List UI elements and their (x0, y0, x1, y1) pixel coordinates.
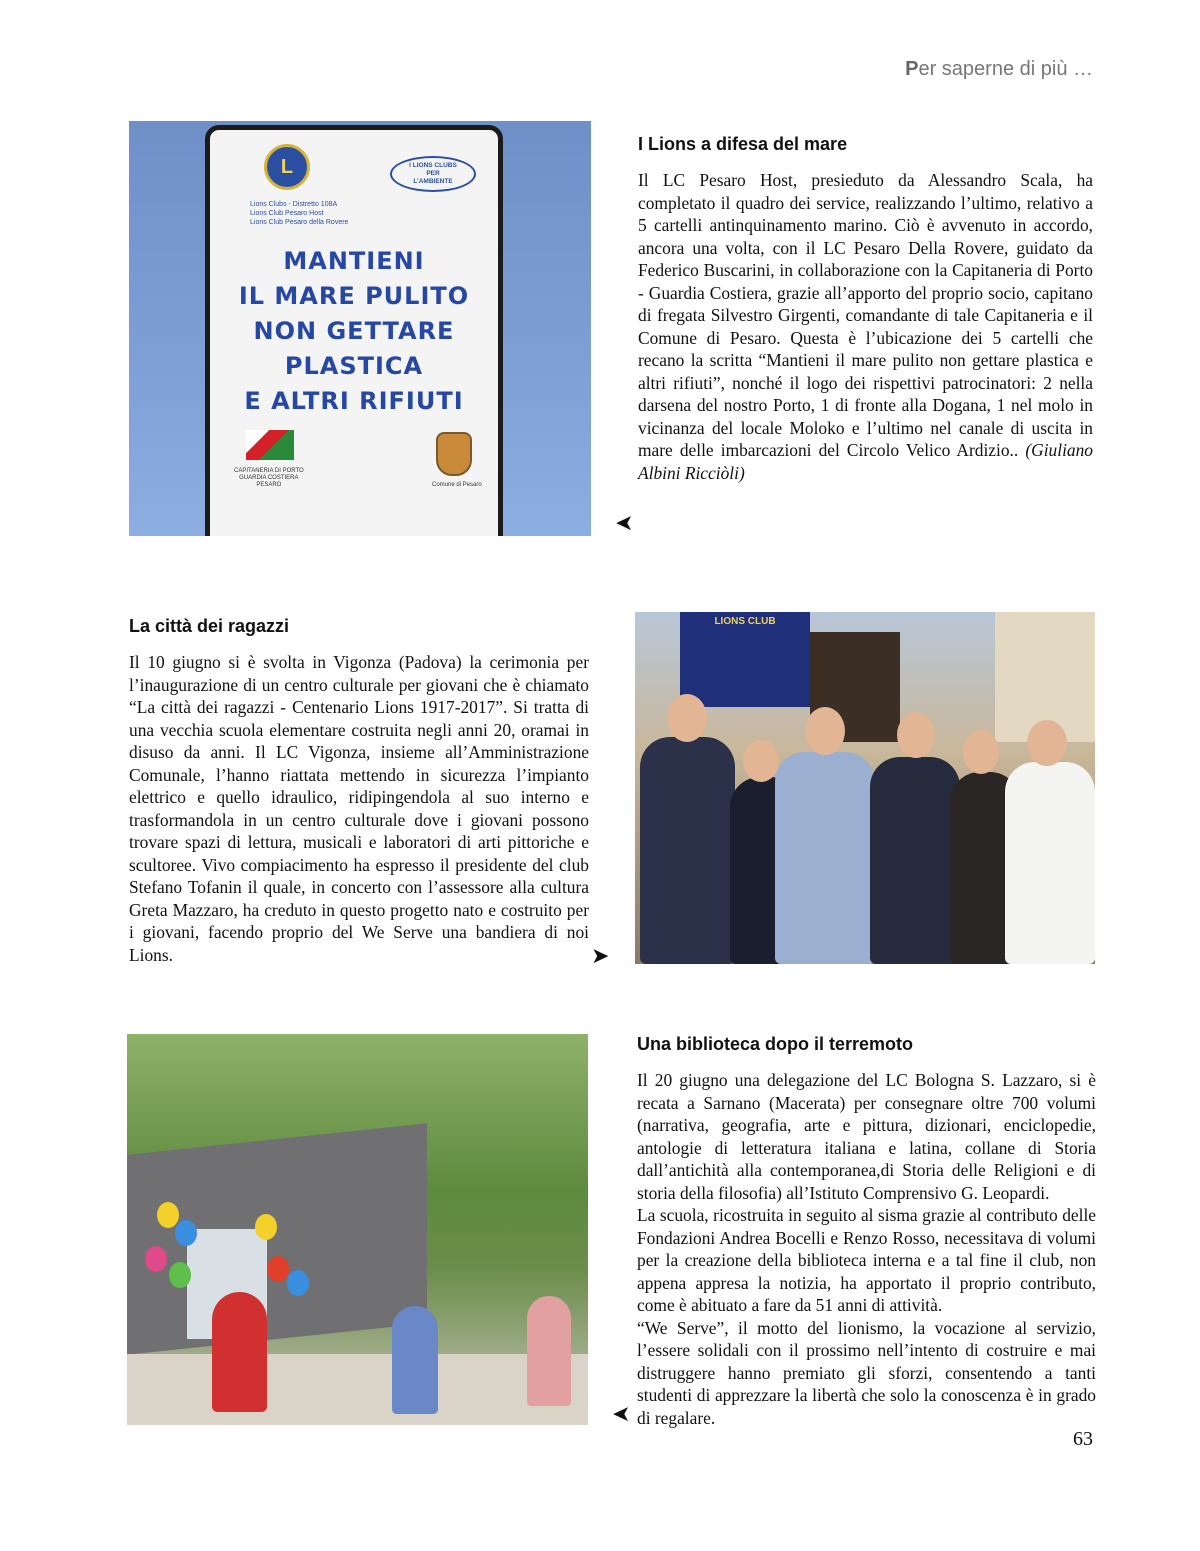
balloon (267, 1256, 289, 1282)
person-head (743, 740, 779, 782)
person-head (805, 707, 845, 755)
comune-text: Comune di Pesaro (432, 482, 482, 488)
article-3-title: Una biblioteca dopo il terremoto (637, 1034, 914, 1054)
person-head (667, 694, 707, 742)
arrow-left-icon: ➤ (612, 1402, 631, 1427)
article-1-text: Il LC Pesaro Host, presieduto da Alessandro Scala, ha completato il quadro dei service, realizzando l’ultimo, relativo a 5 cartelli antinquinamento marino. Ciò è avvenuto in accordo, ancora una volta, con il LC Pesaro Della Rovere, guidato da Federico Buscarini, in collaborazione con la Capitaneria di Porto - Guardia Costiera, grazie all’apporto del proprio socio, capitano di fregata Silvestro Girgenti, comandante di tale Capitaneria e il Comune di Pesaro. Questa è l’ubicazione dei 5 cartelli che recano la scritta “Mantieni il mare pulito non gettare plastica e altri rifiuti”, nonché il logo dei rispettivi patrocinatori: 2 nella darsena del nostro Porto, 1 di fronte alla Dogana, 1 nel molo in vicinanza del locale Moloko e l’ultimo nel canale di uscita in mare delle imbarcazioni del Circolo Velico Ardizio.. (638, 170, 1093, 460)
article-1-body (638, 169, 1093, 484)
balloon (255, 1214, 277, 1240)
person (212, 1292, 267, 1412)
person (775, 752, 875, 964)
article-3-paragraph: “We Serve”, il motto del lionismo, la vocazione al servizio, l’essere solidali con il prossimo nell’intento di costruire e mai distruggere hanno premiato gli sforzi, consentendo a tanti studenti di apprezzare la libertà che solo la conoscenza è in grado di regalare. (637, 1317, 1096, 1428)
article-1-title: I Lions a difesa del mare (638, 134, 848, 154)
header-first-letter: P (905, 58, 919, 80)
running-header (905, 58, 1093, 81)
article-2-text: Il 10 giugno si è svolta in Vigonza (Padova) la cerimonia per l’inaugurazione di un centro culturale per giovani che è chiamato “La città dei ragazzi - Centenario Lions 1917-2017”. Si tratta di una vecchia scuola elementare costruita negli anni 20, oramai in disuso da anni. Il LC Vigonza, insieme all’Amministrazione Comunale, l’hanno riattata mettendo in sicurezza l’impianto elettrico e quello idraulico, ridipingendola al suo interno e trasformandola in un centro culturale dove i giovani possono trovare spazi di lettura, musicali e laboratori di arti pittoriche e scultoree. Vivo compiacimento ha espresso il presidente del club Stefano Tofanin il quale, in concerto con l’assessore alla cultura Greta Mazzaro, ha creduto in questo progetto nato e costruito per i giovani, facendo proprio del We Serve una bandiera di noi Lions. (129, 652, 589, 965)
article-3-paragraph: La scuola, ricostruita in seguito al sisma grazie al contributo delle Fondazioni Andrea Bocelli e Renzo Rosso, necessitava di volumi per la creazione della biblioteca interna e a tal fine il club, non appena appresa la notizia, ha apportato il proprio contributo, come è abituato a fare da 51 anni di attività. (637, 1205, 1096, 1315)
arrow-left-icon: ➤ (615, 511, 634, 536)
coast-guard-text: CAPITANERIA DI PORTO GUARDIA COSTIERA PESARO (234, 468, 304, 488)
coast-guard-logo (246, 430, 294, 460)
ground (127, 1354, 588, 1425)
sign-photo (129, 121, 591, 536)
header-rest: er saperne di più … (918, 58, 1093, 80)
sign-small-text: Lions Clubs - Distretto 108A Lions Club Pesaro Host Lions Club Pesaro della Rovere (250, 201, 349, 226)
person-head (897, 712, 935, 758)
lions-logo (264, 144, 310, 190)
balloon (175, 1220, 197, 1246)
person (870, 757, 960, 964)
balloon (169, 1262, 191, 1288)
balloon (145, 1246, 167, 1272)
person-head (1027, 720, 1067, 766)
comune-crest-icon (436, 432, 472, 476)
group-photo (635, 612, 1095, 964)
person (1005, 762, 1095, 964)
sign-board (205, 125, 503, 536)
sign-main-text: MANTIENI IL MARE PULITO NON GETTARE PLASTICA E ALTRI RIFIUTI (238, 247, 470, 415)
person (392, 1306, 438, 1414)
lions-banner (680, 612, 810, 707)
balloon (287, 1270, 309, 1296)
banner-text: LIONS CLUB (714, 616, 776, 627)
person (527, 1296, 571, 1406)
person-head (963, 730, 999, 774)
balloon (157, 1202, 179, 1228)
article-2-body (129, 651, 589, 966)
article-2-title: La città dei ragazzi (129, 616, 290, 636)
sign-oval-badge: I LIONS CLUBS PER L’AMBIENTE (390, 156, 476, 192)
library-building (127, 1123, 427, 1355)
library-photo (127, 1034, 588, 1425)
article-3-paragraph: Il 20 giugno una delegazione del LC Bologna S. Lazzaro, si è recata a Sarnano (Macerata) per consegnare oltre 700 volumi (narrativa, geografia, arte e pittura, dizionari, enciclopedie, antologie di letteratura italiana e latina, collane di Storia dall’antichità alla contemporanea,di Storia delle Religioni e di storia della filosofia) all’Istituto Comprensivo G. Leopardi. (637, 1070, 1096, 1203)
person (640, 737, 735, 964)
article-3-body (637, 1069, 1096, 1429)
article-1-author: (Giuliano Albini Ricciòli) (638, 440, 1093, 483)
lions-logo-letter: L (280, 156, 294, 178)
page-number: 63 (1073, 1428, 1093, 1450)
arrow-right-icon: ➤ (591, 944, 610, 969)
